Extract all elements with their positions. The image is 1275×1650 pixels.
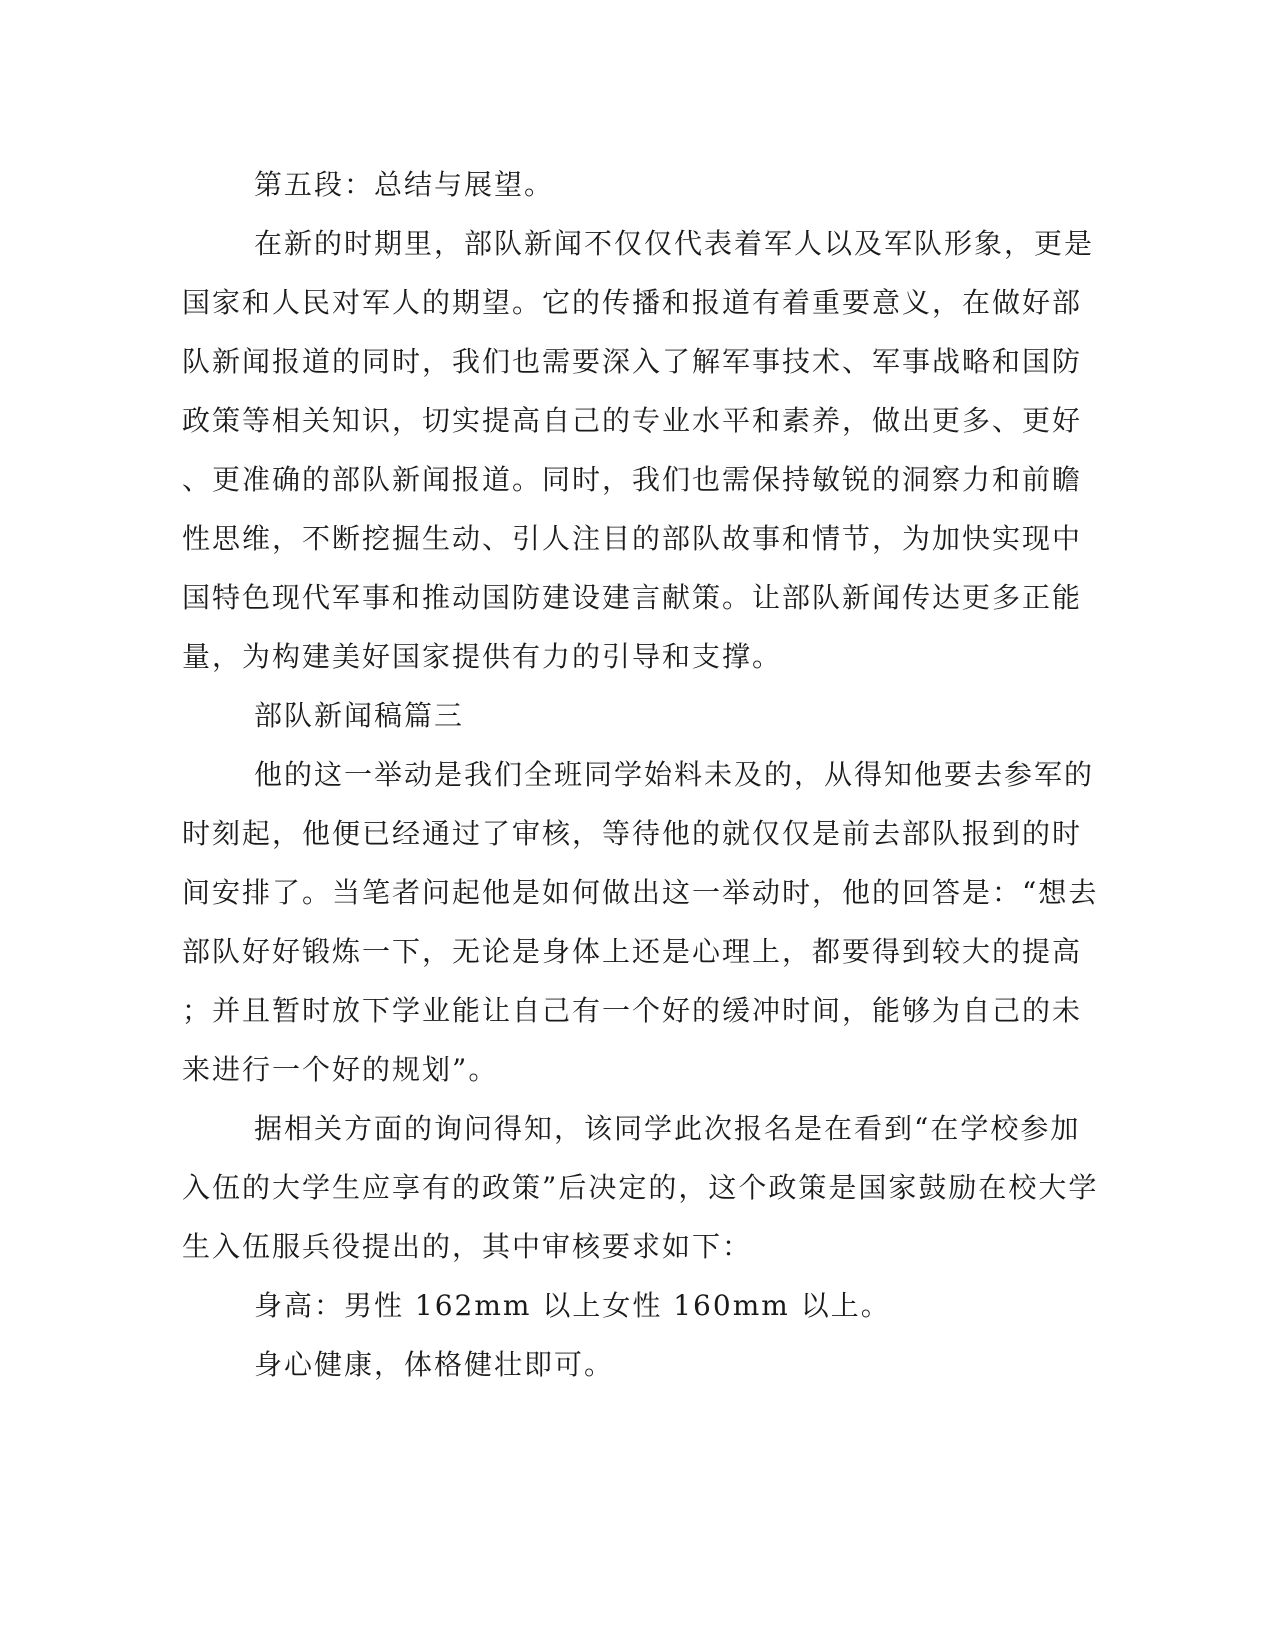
paragraph-line: 间安排了。当笔者问起他是如何做出这一举动时，他的回答是：“想去 (182, 876, 1099, 909)
paragraph-line: 时刻起，他便已经通过了审核，等待他的就仅仅是前去部队报到的时 (182, 817, 1083, 850)
paragraph-line: 队新闻报道的同时，我们也需要深入了解军事技术、军事战略和国防 (182, 345, 1083, 378)
requirement-height: 身高：男性 162mm 以上女性 160mm 以上。 (254, 1289, 891, 1322)
paragraph-line: 在新的时期里，部队新闻不仅仅代表着军人以及军队形象，更是 (254, 227, 1095, 260)
paragraph-line: 据相关方面的询问得知，该同学此次报名是在看到“在学校参加 (254, 1112, 1081, 1145)
requirement-health: 身心健康，体格健壮即可。 (254, 1348, 615, 1381)
paragraph-line: 来进行一个好的规划”。 (182, 1053, 499, 1086)
article-title: 部队新闻稿篇三 (254, 699, 465, 732)
paragraph-line: 性思维，不断挖掘生动、引人注目的部队故事和情节，为加快实现中 (182, 522, 1083, 555)
paragraph-line: 政策等相关知识，切实提高自己的专业水平和素养，做出更多、更好 (182, 404, 1083, 437)
paragraph-line: 生入伍服兵役提出的，其中审核要求如下： (182, 1230, 753, 1263)
paragraph-line: 他的这一举动是我们全班同学始料未及的，从得知他要去参军的 (254, 758, 1095, 791)
paragraph-line: 量，为构建美好国家提供有力的引导和支撑。 (182, 640, 783, 673)
paragraph-line: ；并且暂时放下学业能让自己有一个好的缓冲时间，能够为自己的未 (182, 994, 1083, 1027)
paragraph-line: 国家和人民对军人的期望。它的传播和报道有着重要意义，在做好部 (182, 286, 1083, 319)
section-heading: 第五段：总结与展望。 (254, 168, 555, 201)
paragraph-line: 入伍的大学生应享有的政策”后决定的，这个政策是国家鼓励在校大学 (182, 1171, 1099, 1204)
paragraph-line: 部队好好锻炼一下，无论是身体上还是心理上，都要得到较大的提高 (182, 935, 1083, 968)
paragraph-line: 国特色现代军事和推动国防建设建言献策。让部队新闻传达更多正能 (182, 581, 1083, 614)
document-body (182, 155, 1099, 1394)
paragraph-line: 、更准确的部队新闻报道。同时，我们也需保持敏锐的洞察力和前瞻 (182, 463, 1083, 496)
